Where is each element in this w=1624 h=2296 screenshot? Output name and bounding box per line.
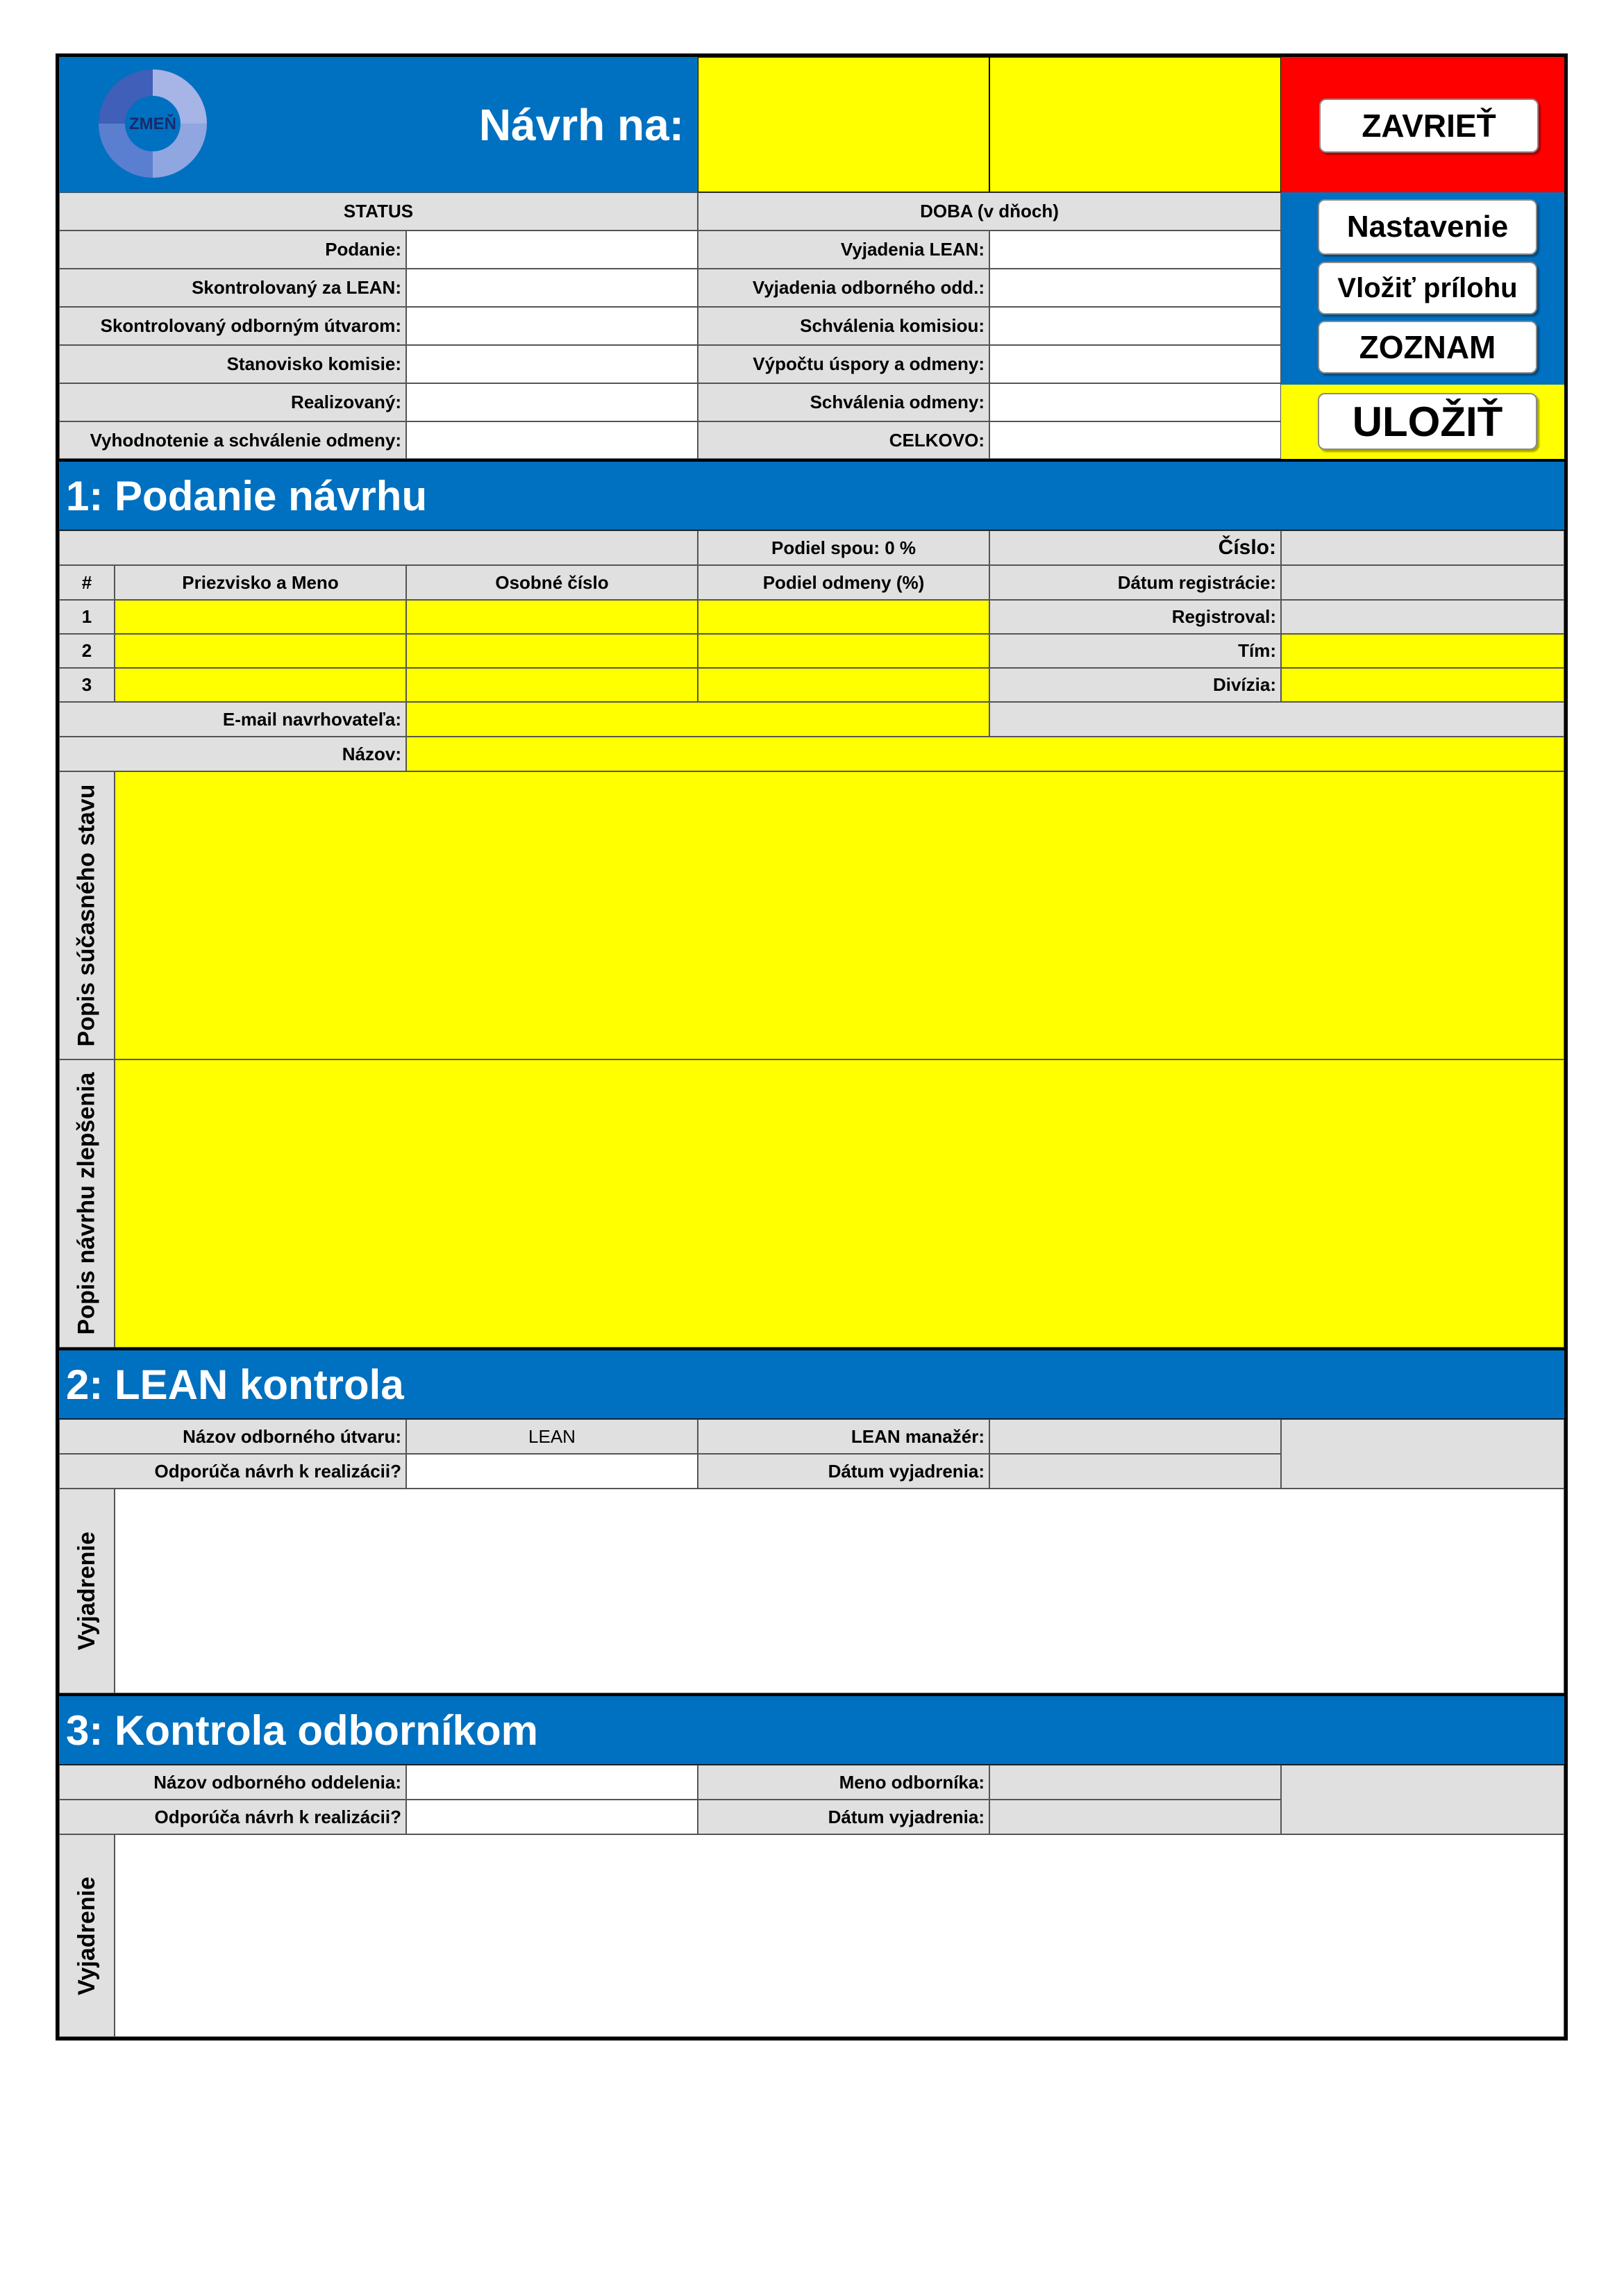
email-blank: [989, 702, 1564, 737]
proposer-name-input-2[interactable]: [115, 634, 406, 668]
reward-share-input-1[interactable]: [698, 600, 989, 634]
share-total-label: Podiel spou: 0 %: [698, 530, 989, 565]
duration-label-calculation: Výpočtu úspory a odmeny:: [698, 345, 989, 383]
lean-dept-value: LEAN: [406, 1419, 698, 1454]
number-label: Číslo:: [989, 530, 1281, 565]
reward-share-input-3[interactable]: [698, 668, 989, 702]
division-label: Divízia:: [989, 668, 1281, 702]
proposer-name-input-3[interactable]: [115, 668, 406, 702]
proposal-name-label: Názov:: [59, 737, 406, 771]
lean-date-label: Dátum vyjadrenia:: [698, 1454, 989, 1489]
col-personal-number: Osobné číslo: [406, 565, 698, 600]
section-2-title: 2: LEAN kontrola: [59, 1348, 1564, 1419]
logo-text: ZMEŇ: [129, 115, 176, 133]
expert-blank-cell: [1281, 1765, 1564, 1834]
status-label-lean-checked: Skontrolovaný za LEAN:: [59, 269, 406, 307]
personal-number-input-1[interactable]: [406, 600, 698, 634]
duration-label-total: CELKOVO:: [698, 421, 989, 459]
duration-label-reward-approval: Schválenia odmeny:: [698, 383, 989, 421]
status-value-expert-checked: [406, 307, 698, 345]
row-number-1: 1: [59, 600, 115, 634]
duration-label-committee: Schválenia komisiou:: [698, 307, 989, 345]
status-value-submission: [406, 231, 698, 269]
col-hash: #: [59, 565, 115, 600]
status-header: STATUS: [59, 192, 698, 231]
team-label: Tím:: [989, 634, 1281, 668]
save-button[interactable]: ULOŽIŤ: [1318, 393, 1537, 450]
improvement-textarea[interactable]: [115, 1059, 1564, 1348]
proposal-type-field-2[interactable]: [989, 57, 1281, 192]
expert-recommend-input[interactable]: [406, 1800, 698, 1834]
duration-label-dept: Vyjadenia odborného odd.:: [698, 269, 989, 307]
status-value-evaluation: [406, 421, 698, 459]
list-button[interactable]: ZOZNAM: [1318, 321, 1537, 374]
row-number-2: 2: [59, 634, 115, 668]
lean-manager-value: [989, 1419, 1281, 1454]
col-name: Priezvisko a Meno: [115, 565, 406, 600]
status-label-evaluation: Vyhodnotenie a schválenie odmeny:: [59, 421, 406, 459]
registration-date-value: [1281, 565, 1564, 600]
duration-value-reward-approval: [989, 383, 1281, 421]
division-input[interactable]: [1281, 668, 1564, 702]
section-1-title: 1: Podanie návrhu: [59, 459, 1564, 530]
registered-by-label: Registroval:: [989, 600, 1281, 634]
registration-date-label: Dátum registrácie:: [989, 565, 1281, 600]
duration-label-lean: Vyjadenia LEAN:: [698, 231, 989, 269]
row-number-3: 3: [59, 668, 115, 702]
current-state-label: Popis súčasného stavu: [59, 771, 115, 1059]
duration-value-calculation: [989, 345, 1281, 383]
close-button[interactable]: ZAVRIEŤ: [1319, 99, 1539, 153]
section-3-title: 3: Kontrola odborníkom: [59, 1693, 1564, 1765]
duration-value-dept: [989, 269, 1281, 307]
personal-number-input-2[interactable]: [406, 634, 698, 668]
lean-recommend-input[interactable]: [406, 1454, 698, 1489]
settings-button[interactable]: Nastavenie: [1318, 199, 1537, 255]
lean-statement-label: Vyjadrenie: [59, 1489, 115, 1693]
email-label: E-mail navrhovateľa:: [59, 702, 406, 737]
status-value-realized: [406, 383, 698, 421]
lean-blank-cell: [1281, 1419, 1564, 1489]
status-label-committee: Stanovisko komisie:: [59, 345, 406, 383]
email-input[interactable]: [406, 702, 989, 737]
status-label-realized: Realizovaný:: [59, 383, 406, 421]
proposal-type-field-1[interactable]: [698, 57, 989, 192]
expert-name-label: Meno odborníka:: [698, 1765, 989, 1800]
team-input[interactable]: [1281, 634, 1564, 668]
status-value-lean-checked: [406, 269, 698, 307]
lean-recommend-label: Odporúča návrh k realizácii?: [59, 1454, 406, 1489]
number-value: [1281, 530, 1564, 565]
proposal-name-input[interactable]: [406, 737, 1564, 771]
current-state-textarea[interactable]: [115, 771, 1564, 1059]
proposer-name-input-1[interactable]: [115, 600, 406, 634]
lean-manager-label: LEAN manažér:: [698, 1419, 989, 1454]
logo: [83, 61, 222, 186]
improvement-label: Popis návrhu zlepšenia: [59, 1059, 115, 1348]
expert-statement-textarea[interactable]: [115, 1834, 1564, 2037]
expert-dept-input[interactable]: [406, 1765, 698, 1800]
status-label-submission: Podanie:: [59, 231, 406, 269]
registered-by-value: [1281, 600, 1564, 634]
duration-value-total: [989, 421, 1281, 459]
status-label-expert-checked: Skontrolovaný odborným útvarom:: [59, 307, 406, 345]
section1-blank-header: [59, 530, 698, 565]
lean-dept-label: Názov odborného útvaru:: [59, 1419, 406, 1454]
lean-statement-textarea[interactable]: [115, 1489, 1564, 1693]
expert-recommend-label: Odporúča návrh k realizácii?: [59, 1800, 406, 1834]
reward-share-input-2[interactable]: [698, 634, 989, 668]
status-value-committee: [406, 345, 698, 383]
expert-statement-label: Vyjadrenie: [59, 1834, 115, 2037]
lean-date-value: [989, 1454, 1281, 1489]
expert-date-label: Dátum vyjadrenia:: [698, 1800, 989, 1834]
expert-dept-label: Názov odborného oddelenia:: [59, 1765, 406, 1800]
expert-date-value: [989, 1800, 1281, 1834]
personal-number-input-3[interactable]: [406, 668, 698, 702]
duration-value-lean: [989, 231, 1281, 269]
duration-header: DOBA (v dňoch): [698, 192, 1281, 231]
col-reward-share: Podiel odmeny (%): [698, 565, 989, 600]
attach-file-button[interactable]: Vložiť prílohu: [1318, 262, 1537, 315]
expert-name-value: [989, 1765, 1281, 1800]
duration-value-committee: [989, 307, 1281, 345]
page-title: Návrh na:: [478, 99, 684, 150]
